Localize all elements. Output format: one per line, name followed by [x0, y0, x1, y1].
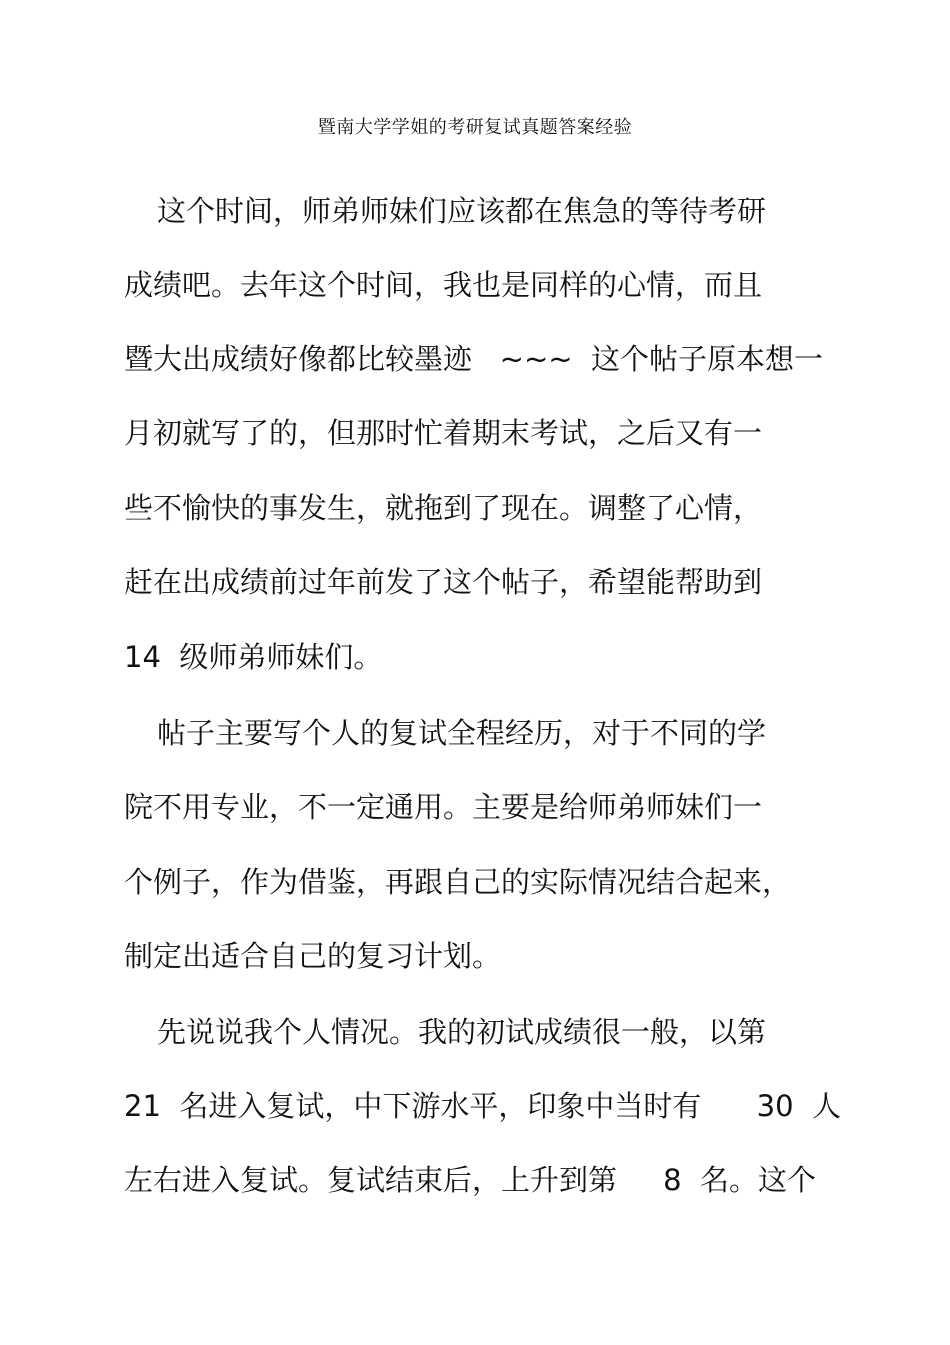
paragraph-1-line-6: 赶在出成绩前过年前发了这个帖子，希望能帮助到: [124, 565, 763, 599]
paragraph-2-line-2: 院不用专业，不一定通用。主要是给师弟师妹们一: [124, 790, 763, 824]
paragraph-2-line-3: 个例子，作为借鉴，再跟自己的实际情况结合起来，: [124, 865, 792, 899]
paragraph-3-line-3: 左右进入复试。复试结束后，上升到第 8 名。这个: [124, 1163, 816, 1197]
paragraph-2-line-4: 制定出适合自己的复习计划。: [124, 939, 502, 973]
paragraph-1-line-7: 14 级师弟师妹们。: [124, 640, 383, 674]
paragraph-3-line-1: 先说说我个人情况。我的初试成绩很一般，以第: [157, 1015, 767, 1049]
document-title: 暨南大学学姐的考研复试真题答案经验: [317, 117, 633, 138]
paragraph-1-line-1: 这个时间，师弟师妹们应该都在焦急的等待考研: [157, 194, 767, 228]
paragraph-1-line-5: 些不愉快的事发生，就拖到了现在。调整了心情，: [124, 491, 763, 525]
paragraph-1-line-4: 月初就写了的，但那时忙着期末考试，之后又有一: [124, 416, 763, 450]
paragraph-1-line-3: 暨大出成绩好像都比较墨迹 ~~~ 这个帖子原本想一: [124, 342, 823, 376]
paragraph-1-line-2: 成绩吧。去年这个时间，我也是同样的心情，而且: [124, 268, 763, 302]
paragraph-2-line-1: 帖子主要写个人的复试全程经历，对于不同的学: [157, 716, 767, 750]
paragraph-3-line-2: 21 名进入复试，中下游水平，印象中当时有 30 人: [124, 1089, 841, 1123]
